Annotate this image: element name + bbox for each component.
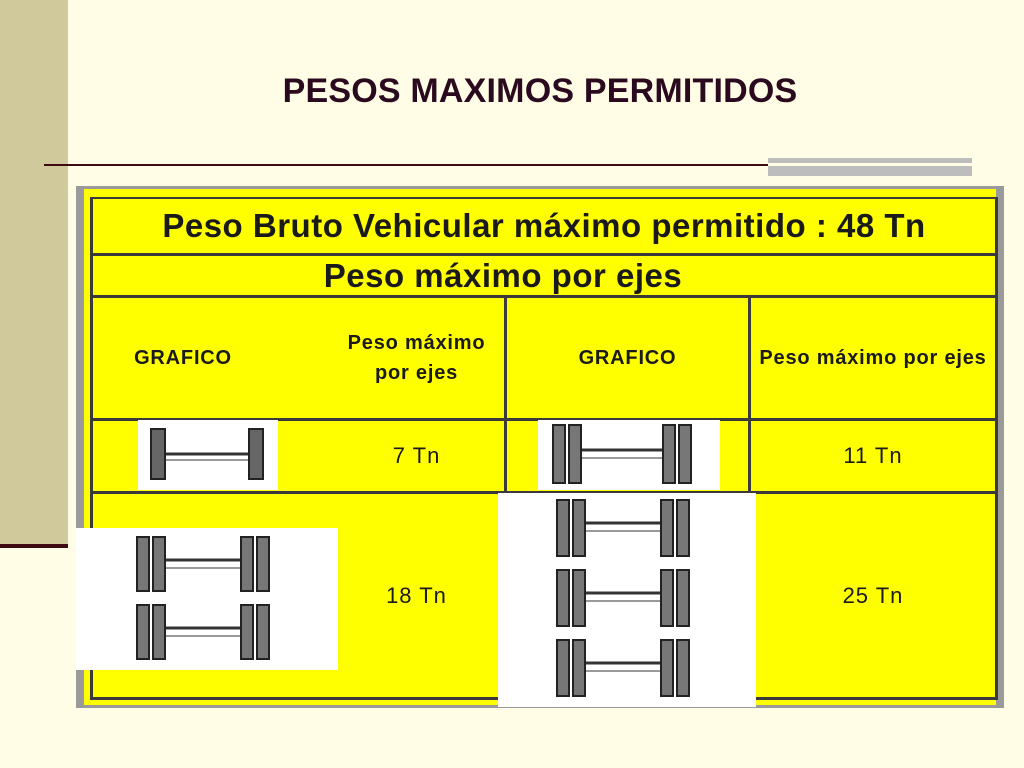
single-axle-dual-wheel-graphic — [538, 420, 720, 490]
single-axle-graphic — [138, 420, 278, 490]
header-peso-maximo-1: Peso máximo por ejes — [347, 332, 486, 384]
dual-wheel-axle-icon — [538, 420, 720, 490]
slide-title: PESOS MAXIMOS PERMITIDOS — [282, 72, 798, 110]
tridem-axle-icon — [498, 493, 756, 707]
axle-weight-row: Peso máximo por ejes — [323, 256, 683, 294]
sidebar-rule — [0, 544, 68, 548]
header-peso-maximo-2: Peso máximo por ejes — [759, 347, 987, 369]
title-rule — [44, 164, 784, 166]
gross-weight-row: Peso Bruto Vehicular máximo permitido : 48 Tn — [162, 207, 926, 244]
value-7-tn: 7 Tn — [392, 443, 441, 468]
single-axle-icon — [138, 420, 278, 490]
value-18-tn: 18 Tn — [386, 582, 447, 608]
title-accent-bar — [768, 158, 972, 176]
header-grafico-2: GRAFICO — [578, 347, 677, 369]
value-11-tn: 11 Tn — [843, 443, 903, 468]
tandem-axle-icon — [76, 528, 338, 670]
value-25-tn: 25 Tn — [842, 582, 904, 608]
tridem-axle-graphic — [498, 493, 756, 707]
tandem-axle-graphic — [76, 528, 338, 670]
table-border-right — [995, 197, 998, 700]
header-grafico-1: GRAFICO — [134, 347, 232, 369]
axle-unit — [150, 428, 264, 480]
